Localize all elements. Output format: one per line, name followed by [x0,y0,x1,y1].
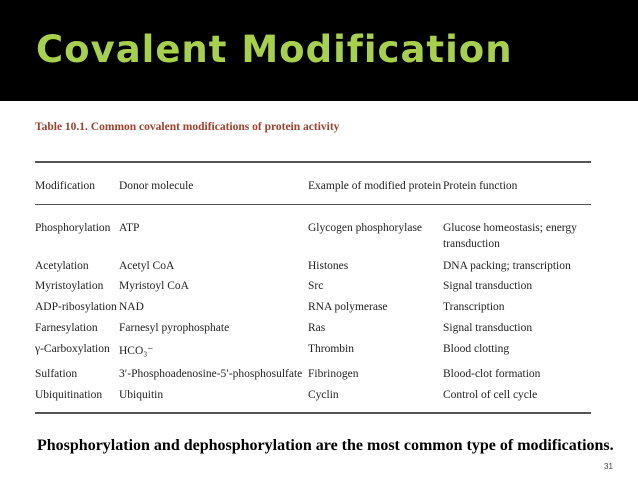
table-cell-modification: Sulfation [35,368,78,380]
table-cell-donor: Ubiquitin [119,389,164,401]
slide-title: Covalent Modification [36,28,513,71]
table-cell-donor: NAD [119,301,144,313]
header-modification: Modification [35,180,96,192]
header-protein-function: Protein function [443,180,518,192]
table-cell-donor: Farnesyl pyrophosphate [119,322,230,334]
table-cell-example: Thrombin [308,343,354,355]
table-cell-function: Blood-clot formation [443,368,541,380]
table-cell-modification: Farnesylation [35,322,98,334]
table-cell-function-cont: transduction [443,238,500,250]
table-cell-function: Signal transduction [443,280,533,292]
table-cell-modification: Myristoylation [35,280,104,292]
table-cell-function: Blood clotting [443,343,510,355]
table-cell-function: Transcription [443,301,505,313]
table-caption: Table 10.1. Common covalent modifications of protein activity [35,121,340,133]
table-cell-modification: Phosphorylation [35,222,111,234]
table-cell-modification: γ-Carboxylation [35,343,110,355]
table-cell-example: Histones [308,260,349,272]
table-cell-modification: Acetylation [35,260,89,272]
table-cell-example: Src [308,280,324,292]
table-cell-function: Glucose homeostasis; energy [443,222,577,234]
table-cell-example: RNA polymerase [308,301,388,313]
table-bottom-rule [35,412,591,414]
table-cell-modification: ADP-ribosylation [35,301,117,313]
slide-footnote: Phosphorylation and dephosphorylation are the most common type of modifications. [37,437,614,454]
table-header-rule [35,204,591,205]
table-cell-example: Glycogen phosphorylase [308,222,423,234]
header-donor-molecule: Donor molecule [119,180,194,192]
header-example-protein: Example of modified protein [308,180,442,192]
table-top-rule [35,161,591,163]
table-cell-donor: Myristoyl CoA [119,280,189,292]
table-cell-modification: Ubiquitination [35,389,103,401]
table-cell-donor: 3′-Phosphoadenosine-5′-phosphosulfate [119,368,303,380]
table-cell-example: Cyclin [308,389,339,401]
table-cell-donor: ATP [119,222,140,234]
table-cell-function: Control of cell cycle [443,389,538,401]
table-cell-example: Fibrinogen [308,368,359,380]
table-cell-function: Signal transduction [443,322,533,334]
table-cell-donor: HCO₃⁻ [119,345,154,357]
table-cell-function: DNA packing; transcription [443,260,571,272]
slide-number: 31 [604,462,613,471]
table-cell-donor: Acetyl CoA [119,260,175,272]
table-cell-example: Ras [308,322,326,334]
